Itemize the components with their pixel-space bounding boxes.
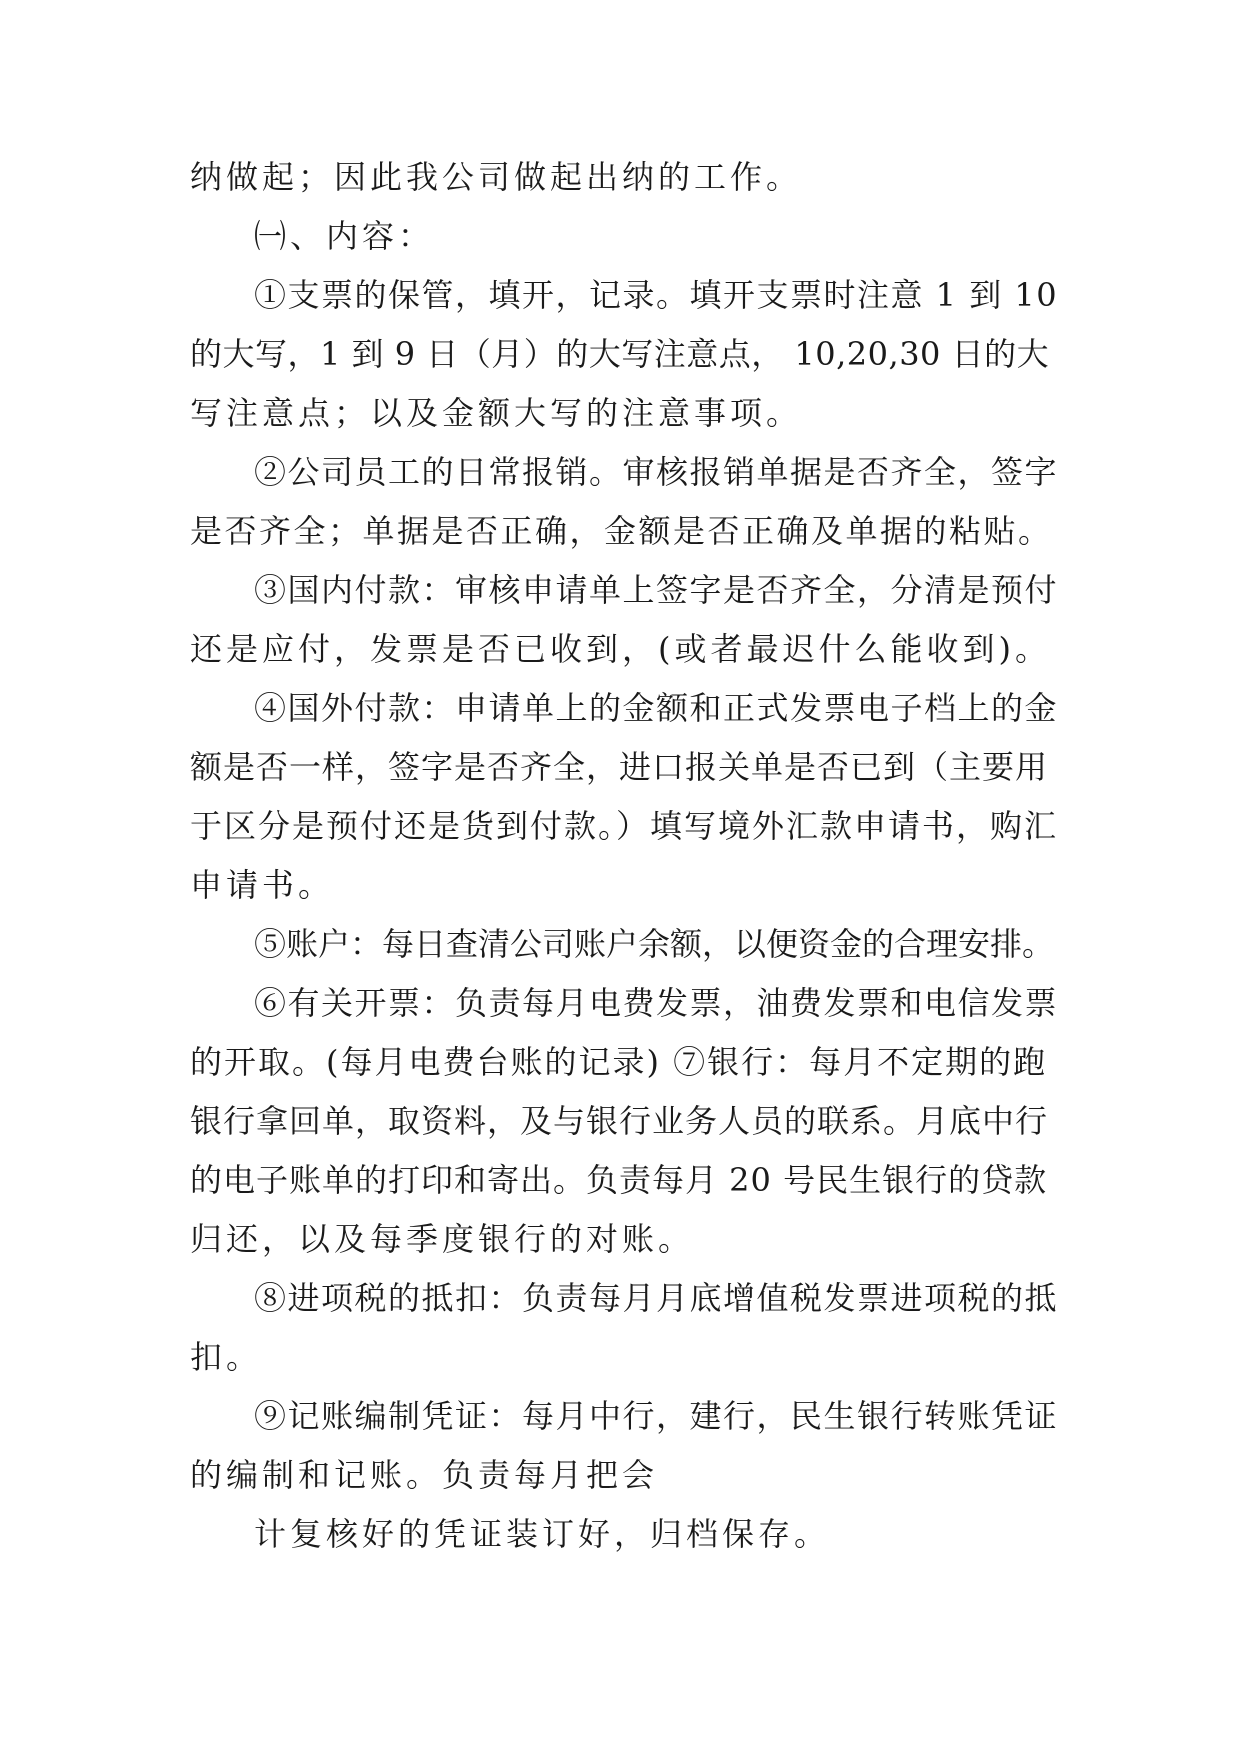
text-line: 是否齐全；单据是否正确，金额是否正确及单据的粘贴。: [190, 512, 1053, 550]
text-line: 银行拿回单，取资料，及与银行业务人员的联系。月底中行: [190, 1102, 1049, 1140]
text-line: 归还，以及每季度银行的对账。: [190, 1220, 695, 1258]
text-line: 的编制和记账。负责每月把会: [190, 1456, 659, 1494]
text-line: ②公司员工的日常报销。审核报销单据是否齐全，签字: [254, 453, 1059, 491]
text-line: 计复核好的凭证装订好，归档保存。: [254, 1515, 831, 1553]
text-line: ④国外付款：申请单上的金额和正式发票电子档上的金: [254, 689, 1059, 727]
document-body: [190, 148, 1060, 1564]
text-line: 的电子账单的打印和寄出。负责每月 20 号民生银行的贷款: [190, 1161, 1048, 1199]
text-line: 于区分是预付还是货到付款。）填写境外汇款申请书，购汇: [190, 807, 1059, 845]
text-line: 扣。: [190, 1338, 263, 1376]
text-line: 申请书。: [190, 866, 335, 904]
text-line: 的开取。(每月电费台账的记录) ⑦银行：每月不定期的跑: [190, 1043, 1048, 1081]
text-line: 额是否一样，签字是否齐全，进口报关单是否已到（主要用: [190, 748, 1049, 786]
text-line: ⑧进项税的抵扣：负责每月月底增值税发票进项税的抵: [254, 1279, 1059, 1317]
text-line: 还是应付，发票是否已收到，(或者最迟什么能收到)。: [190, 630, 1051, 668]
text-line: ⑤账户：每日查清公司账户余额，以便资金的合理安排。: [254, 925, 1055, 963]
text-line: 纳做起；因此我公司做起出纳的工作。: [190, 158, 803, 196]
text-line: 写注意点；以及金额大写的注意事项。: [190, 394, 803, 432]
text-line: 的大写，1 到 9 日（月）的大写注意点， 10,20,30 日的大: [190, 335, 1050, 373]
text-line: ①支票的保管，填开，记录。填开支票时注意 1 到 10: [254, 276, 1059, 314]
section-heading: ㈠、内容：: [254, 217, 435, 255]
text-line: ⑨记账编制凭证：每月中行，建行，民生银行转账凭证: [254, 1397, 1059, 1435]
text-line: ③国内付款：审核申请单上签字是否齐全，分清是预付: [254, 571, 1059, 609]
text-line: ⑥有关开票：负责每月电费发票，油费发票和电信发票: [254, 984, 1059, 1022]
